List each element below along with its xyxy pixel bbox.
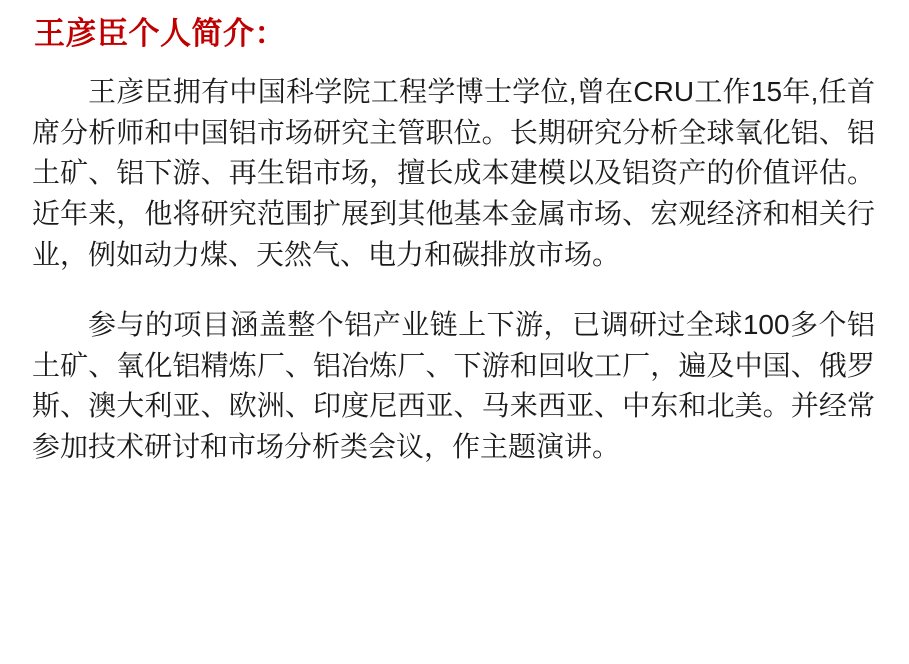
- paragraph-biography: 王彦臣拥有中国科学院工程学博士学位,曾在CRU工作15年,任首席分析师和中国铝市场研究主管职位。长期研究分析全球氧化铝、铝土矿、铝下游、再生铝市场，擅长成本建模以及铝资产的价值评估。近年来，他将研究范围扩展到其他基本金属市场、宏观经济和相关行业，例如动力煤、天然气、电力和碳排放市场。: [32, 76, 875, 270]
- page-title: 王彦臣个人简介：: [34, 16, 286, 51]
- paragraph-projects: 参与的项目涵盖整个铝产业链上下游，已调研过全球100多个铝土矿、氧化铝精炼厂、铝冶炼厂、下游和回收工厂，遍及中国、俄罗斯、澳大利亚、欧洲、印度尼西亚、马来西亚、中东和北美。并经常参加技术研讨和市场分析类会议，作主题演讲。: [32, 309, 875, 463]
